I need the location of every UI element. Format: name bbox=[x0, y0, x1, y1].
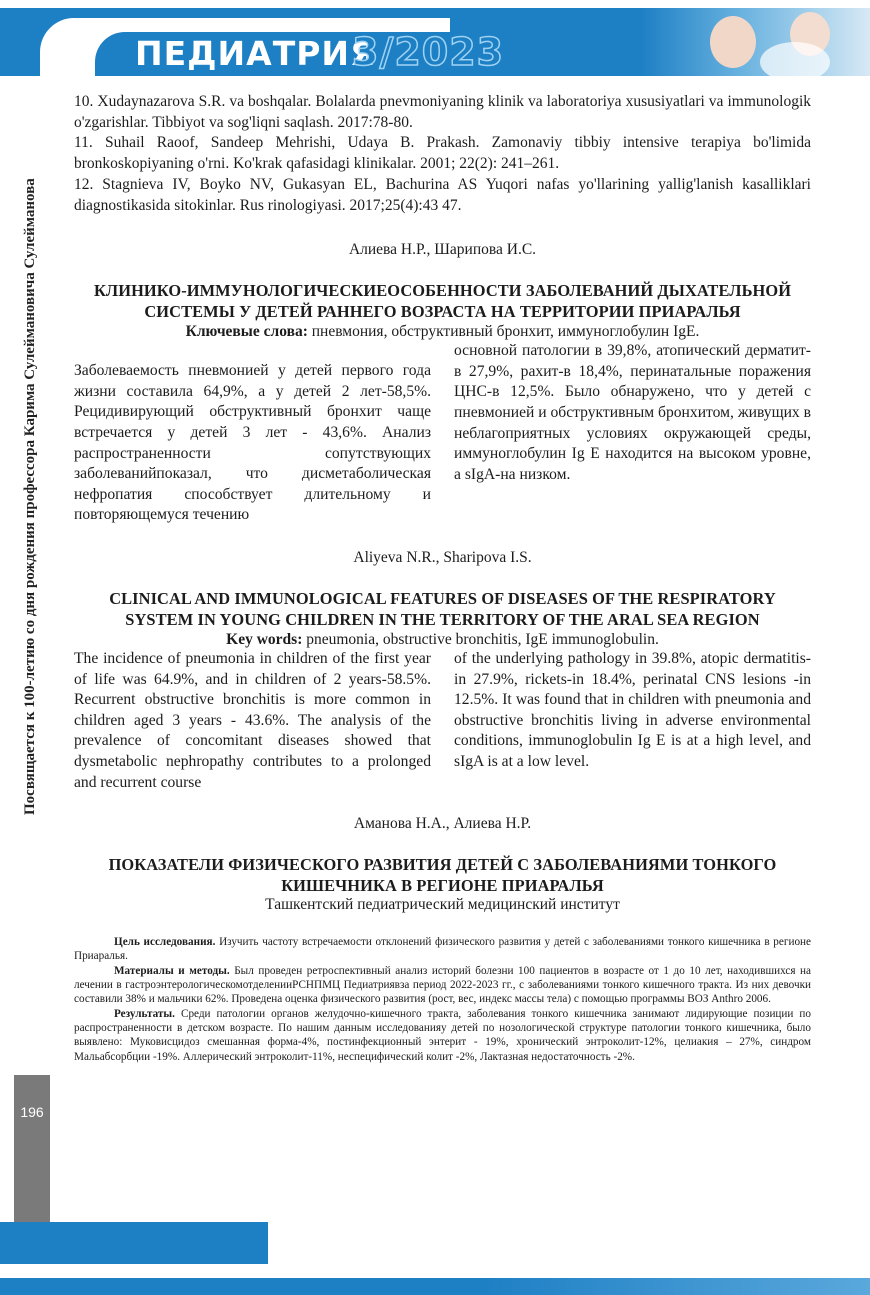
article-ru-body bbox=[74, 341, 811, 526]
keywords-label: Key words: bbox=[226, 630, 303, 648]
journal-title: ПЕДИАТРИЯ bbox=[135, 34, 377, 73]
doctor-coat-decoration bbox=[760, 42, 830, 76]
article-ru-authors: Алиева Н.Р., Шарипова И.С. bbox=[348, 241, 537, 259]
methods-text: Был проведен ретроспективный анализ историй болезни 100 пациентов в возрасте от 1 до 10 лет, находившихся на лечении в гастроэнтерологическомотделенииРСНПМЦ Педиатриявза период 2022-2023 гг., с заболеваниями тонкого кишечного тракта. Из них девочки составили 38% и мальчики 62%. Проведена оценка физического развития (рост, вес, индекс массы тела) с помощью программы ВОЗ Anthro 2006. bbox=[74, 964, 811, 1006]
header-photo bbox=[640, 8, 870, 76]
reference-item: 12. Stagnieva IV, Boyko NV, Gukasyan EL, Bachurina AS Yuqori nafas yo'llarining yallig'lanish kasalliklari diagnostikasida sitokinlar. Rus rinologiyasi. 2017;25(4):43 47. bbox=[74, 175, 811, 214]
footer-strip bbox=[0, 1278, 870, 1295]
article-en-title: CLINICAL AND IMMUNOLOGICAL FEATURES OF DISEASES OF THE RESPIRATORY SYSTEM IN YOUNG CHILDREN IN THE TERRITORY OF THE ARAL SEA REGION bbox=[109, 588, 776, 629]
article-en-col-right: of the underlying pathology in 39.8%, atopic dermatitis-in 27.9%, rickets-in 18.4%, perinatal CNS lesions -in 12.5%. It was found that in children with pneumonia and obstructive bronchitis living in adverse environmental conditions, immunoglobulin Ig E is at a high level, and sIgA is at a low level. bbox=[454, 649, 811, 770]
article-ru-col-left: Заболеваемость пневмонией у детей первого года жизни составила 64,9%, а у детей 2 лет-58,5%. Рецидивирующий обструктивный бронхит чаще встречается у детей 3 лет - 43,6%. Анализ распространенности сопутствующих заболеванийпоказал, что дисметаболическая нефропатия способствует длительному и повторяющемуся течению bbox=[74, 362, 431, 524]
child-face-decoration bbox=[710, 16, 756, 68]
article-en-keywords bbox=[74, 631, 811, 649]
article-3-institute: Ташкентский педиатрический медицинский институт bbox=[265, 896, 620, 914]
article-ru-col-right: основной патологии в 39,8%, атопический дерматит-в 27,9%, рахит-в 18,4%, перинатальные поражения ЦНС-в 12,5%. Было обнаружено, что у детей с пневмонией и обструктивным бронхитом, живущих в неблагоприятных условиях окружающей среды, иммуноглобулин Ig E находится на высоком уровне, а sIgA-на низком. bbox=[454, 342, 811, 483]
results-label: Результаты. bbox=[114, 1007, 175, 1020]
page-content bbox=[74, 92, 811, 1064]
keywords-text: pneumonia, obstructive bronchitis, IgE immunoglobulin. bbox=[302, 630, 659, 648]
page-number-bar bbox=[14, 1075, 50, 1223]
article-3-results bbox=[74, 1007, 811, 1064]
keywords-label: Ключевые слова: bbox=[185, 323, 308, 341]
article-3-title: ПОКАЗАТЕЛИ ФИЗИЧЕСКОГО РАЗВИТИЯ ДЕТЕЙ С ЗАБОЛЕВАНИЯМИ ТОНКОГО КИШЕЧНИКА В РЕГИОНЕ ПРИАРАЛЬЯ bbox=[108, 855, 777, 896]
aim-label: Цель исследования. bbox=[114, 936, 216, 949]
results-text: Среди патологии органов желудочно-кишечного тракта, заболевания тонкого кишечника занимают лидирующие позиции по распространенности в детском возрасте. По нашим данным исследованияу детей по нозологической структуре патологии тонкого кишечника, было выявлено: Муковисцидоз смешанная форма-4%, постинфекционный энтерит - 19%, хронический энтроколит-12%, целиакия – 27%, синдром Мальабсорбции -19%. Аллерический энтроколит-11%, неспецифический колит -2%, Лактазная недостаточность -2%. bbox=[74, 1007, 811, 1063]
page-number: 196 bbox=[20, 1104, 44, 1120]
dedication-side-text: Посвящается к 100-летию со дня рождения профессора Карима Сулеймановича Сулейманова bbox=[22, 178, 38, 815]
footer-bar bbox=[0, 1222, 268, 1264]
reference-item: 11. Suhail Raoof, Sandeep Mehrishi, Udaya B. Prakash. Zamonaviy tibbiy intensive terapiya bo'limida bronkoskopiyaning o'rni. Ko'krak qafasidagi klinikalar. 2001; 22(2): 241–261. bbox=[74, 134, 811, 173]
article-en-body bbox=[74, 649, 811, 793]
keywords-text: пневмония, обструктивный бронхит, иммуноглобулин IgE. bbox=[307, 323, 700, 341]
reference-item: 10. Xudaynazarova S.R. va boshqalar. Bolalarda pnevmoniyaning klinik va laboratoriya xususiyatlari va immunologik o'zgarishlar. Tibbiyot va sog'liqni saqlash. 2017:78-80. bbox=[74, 93, 811, 131]
article-en-col-left: The incidence of pneumonia in children of the first year of life was 64.9%, and in children of 2 years-58.5%. Recurrent obstructive bronchitis is more common in children aged 3 years - 43.6%. The analysis of the prevalence of concomitant diseases showed that dysmetabolic nephropathy contributes to a prolonged and recurrent course bbox=[74, 649, 431, 791]
article-ru-title: КЛИНИКО-ИММУНОЛОГИЧЕСКИЕОСОБЕННОСТИ ЗАБОЛЕВАНИЙ ДЫХАТЕЛЬНОЙ СИСТЕМЫ У ДЕТЕЙ РАННЕГО ВОЗРАСТА НА ТЕРРИТОРИИ ПРИАРАЛЬЯ bbox=[93, 281, 792, 322]
methods-label: Материалы и методы. bbox=[114, 964, 230, 977]
article-ru-keywords bbox=[74, 323, 811, 341]
journal-header bbox=[0, 8, 870, 76]
article-3-authors: Аманова Н.А., Алиева Н.Р. bbox=[353, 815, 532, 833]
issue-number: 3/2023 bbox=[352, 30, 505, 74]
article-en-authors: Aliyeva N.R., Sharipova I.S. bbox=[353, 548, 532, 566]
article-3-aim bbox=[74, 935, 811, 964]
article-3-methods bbox=[74, 964, 811, 1007]
aim-text: Изучить частоту встречаемости отклонений физического развития у детей с заболеваниями тонкого кишечника в регионе Приаралья. bbox=[74, 936, 811, 963]
